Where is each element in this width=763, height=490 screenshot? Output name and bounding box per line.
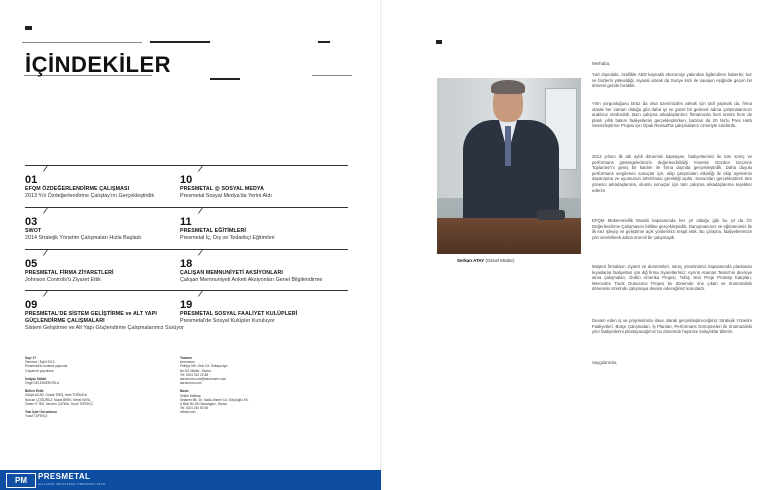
presmetal-logo-icon: PM [6, 473, 36, 488]
entry-subtitle: Johnson Controls'ü Ziyaret Ettik [25, 277, 101, 283]
imprint-line: vektör.com [180, 410, 196, 415]
entry-page-number: 11 [180, 216, 192, 228]
imprint-line: No:9/1 Nilüfer - Bursa [180, 368, 211, 373]
entry-subtitle: 2014 Stratejik Yönetim Çalışmaları Hızla Başladı [25, 235, 142, 241]
imprint-line: Fethiye Mh. Gezi Cd. Özkaya Apt. [180, 364, 229, 369]
caption-role: (Genel Müdür) [485, 258, 515, 263]
dash-mark [318, 41, 330, 43]
entry-heading: EFQM ÖZDEĞERLENDİRME ÇALIŞMASI [25, 186, 130, 192]
toc-entry[interactable] [25, 165, 185, 200]
letter-paragraph: Yılın yorgunluğunu biraz da olsa üzerimizden atmak için tatil yapmak da, firma olarak her zaman olduğu gibi daha iyi ve güzel bir gelecek adına çalışmalarımızı aralıksız sürdürdük. Bazı çalışma arkadaşlarımız firmamızda hem üretim hem de planlı yıllık bakım faaliyetlerini gerçekleştirirken, bazıları da 20 No'lu Pres Hattı Sessizleştirme Projesi için Opak Renault'ta çalışmalarını özveriyle sürdürdü. [592, 101, 752, 129]
imprint-line: 3 ayda bir yayınlanır. [25, 368, 55, 373]
entry-divider [25, 207, 193, 214]
corner-mark [25, 26, 32, 30]
toc-entry[interactable] [180, 165, 340, 200]
brand-tagline: ALLIANCE INDUSTRIAL PRESSING TECH [38, 482, 106, 486]
photo-hair [491, 80, 525, 94]
toc-entry[interactable] [180, 249, 340, 284]
imprint-line: aeromorm.com [180, 381, 202, 386]
imprint-label: Yazı İşleri Sorumlusu [25, 410, 58, 415]
entry-divider [25, 165, 193, 172]
entry-heading: PRESMETAL EĞİTİMLERİ [180, 228, 246, 234]
dash-mark [22, 42, 142, 43]
entry-divider [180, 165, 348, 172]
imprint-block [25, 377, 165, 385]
entry-subtitle: Çalışan Memnuniyeti Anketi Aksiyonları Genel Bilgilendirme [180, 277, 323, 283]
letter-paragraph: EFQM Mükemmellik Modeli kapsamında her yıl olduğu gibi bu yıl da Öz Değerlendirme Çalışmasını birlikte gerçekleştirdik. Danışmanımız ve eğitmenimiz ile ilk kez işleyişi ve geliştirme açık yönlerimizi tespit ettik. Bu çalışma, faaliyetlerimize yön verebilmek adına önemli bir çalışmaydı. [592, 218, 752, 240]
entry-subtitle: Presmetal İç, Dış ve Tedarikçi Eğitimleri [180, 235, 275, 241]
toc-entry[interactable] [180, 207, 340, 242]
imprint-left [25, 356, 165, 418]
entry-heading: PRESMETAL SOSYAL FAALİYET KULÜPLERİ [180, 311, 298, 317]
imprint-line: Tel: 0224 251 50 58 [180, 406, 209, 411]
imprint-line: Presmetal'in ücretsiz yayınıdır. [25, 364, 69, 369]
dash-mark [210, 78, 240, 80]
letter-paragraph: Devam eden iş ve projelerimize ilave olarak gerçekleştireceğimiz Stratejik Yönetim Faaliyetleri, Bütçe Çalışmaları, İş Planları, Performans Görüşmeleri ile önümüzdeki yılın faaliyetlerini planlayacağımız bu dönemde hepinize kolaylıklar dilerim. [592, 318, 752, 335]
toc-entry[interactable] [25, 249, 185, 284]
letter-paragraph: Müşteri firmaların ziyaret ve denetimleri, süreç yönetimimiz kapsamında planlanan kıyaslama faaliyetleri için diğ firma ziyaretlerimiz; Ayrıntı Ataman Tesisi'nin devreye alma çalışmaları, Doblo Amerika Projesi, Tofaş Yeni Proje Prototip Kalıpları, Mercedes Truck Outsource Projesi bu dönemde öne çıkan ve önümüzdeki dönemde üzerinde çalışmaya devam edeceğimiz konulardı. [592, 264, 752, 292]
photo-desk [437, 218, 581, 254]
entry-subtitle: Presmetal'de Sosyal Kulüpler Kuruluyor [180, 318, 275, 324]
entry-heading: ÇALIŞAN MEMNUNİYETİ AKSİYONLARI [180, 270, 283, 276]
caption-name: Serkan ATAY [457, 258, 485, 263]
imprint-block [25, 410, 165, 418]
letter-paragraph: 2013 yılının ilk altı aylık dönemini kapsayan, faaliyetlerimiz ile tüm süreç ve performans göstergelerimizin değerlendirildiği Yönetim Gözden Geçirme Toplantısı'nı geniş bir katılım ile firma dışında gerçekleştirdik. Daha duyulu performans sergilenen sonuçlar için, ekip çalışmaları etkinliği ile ekip üyelerinin dayanışma ve uyumunun arttırılması gerektiği açıktı. Sunumları gerçekleştiren tüm yönetici arkadaşlarıma, olumlu sonuçlar için tüm çalışma arkadaşlarıma teşekkür ederim. [592, 154, 752, 193]
entry-divider [180, 290, 348, 297]
letter-paragraph: Yurt dışındaki, özellikle ABD kaynaklı ekonomiyi yakından ilgilendiren haberler, kur ve faizlerin yükseldiği, siyasal olarak da Suriye krizi ile savaşın eşiğinde geçen bir dönemi geride bıraktık. [592, 72, 752, 89]
imprint-line: A Blok No:26 Osmangazi - Bursa [180, 402, 227, 407]
imprint-right [180, 356, 320, 415]
entry-heading: SWOT [25, 228, 42, 234]
photo-phone [537, 210, 565, 220]
entry-heading: PRESMETAL'DE SİSTEM GELİŞTİRME ve ALT YAPI GÜÇLENDİRME ÇALIŞMALARI [25, 311, 157, 324]
entry-subtitle: Sistem Geliştirme ve Alt Yapı Güçlendirme Çalışmalarımız Sürüyor [25, 325, 184, 331]
entry-divider [180, 207, 348, 214]
entry-subtitle: Presmetal Sosyal Medya'da Yerini Aldı [180, 193, 272, 199]
imprint-line: Yusuf TÜFEKÇİ [25, 414, 48, 419]
brand-name: PRESMETAL [38, 472, 91, 481]
imprint-line: Aeromorm [180, 360, 195, 365]
dash-mark [312, 75, 352, 76]
entry-subtitle: 2013 Yılı Özdeğerlendirme Çalıştay'ını Gerçekleştirdik [25, 193, 155, 199]
entry-page-number: 09 [25, 299, 38, 311]
corner-mark [436, 40, 442, 44]
entry-divider [25, 290, 193, 297]
letter-closing: Saygılarımla, [592, 360, 618, 365]
imprint-block [180, 389, 320, 414]
photo-caption [457, 258, 515, 263]
entry-page-number: 18 [180, 258, 193, 270]
imprint-label: Tasarım [180, 356, 192, 360]
entry-page-number: 01 [25, 174, 38, 186]
imprint-line: Özge DELİOMEROĞLU [25, 381, 60, 386]
imprint-block [25, 389, 165, 406]
toc-entry[interactable] [25, 207, 185, 242]
entry-divider [25, 249, 193, 256]
entry-divider [180, 249, 348, 256]
photo-tie [505, 126, 511, 166]
entry-page-number: 10 [180, 174, 193, 186]
entry-page-number: 05 [25, 258, 38, 270]
toc-title: İÇİNDEKİLER [25, 52, 172, 77]
imprint-line: Özlem K.TEK, Nevzen ÇATMA, Yusuf TÜFEKÇİ [25, 401, 93, 406]
entry-heading: PRESMETAL FİRMA ZİYARETLERİ [25, 270, 114, 276]
imprint-line: Temmuz / Eylül 2013 [25, 360, 55, 365]
imprint-label: Sayı 17 [25, 356, 36, 360]
imprint-line: Nurcan ÇÖĞÜRÜZ, Murat BİRKİ, Meral KAYA, [25, 397, 91, 402]
imprint-line: aeromorm.com@aeromorm.com [180, 377, 227, 382]
imprint-label: Bülten Ekibi [25, 389, 44, 394]
toc-entry[interactable] [180, 290, 340, 325]
imprint-label: Baskı [180, 389, 189, 394]
toc-entry[interactable] [25, 290, 185, 332]
entry-page-number: 19 [180, 299, 193, 311]
imprint-line: Tel: 0224 242 22 88 [180, 372, 209, 377]
imprint-line: Gökçe ACAR, Gözde ERİŞ, Hale TÜRKAYA [25, 393, 87, 398]
letter-greeting: Merhaba, [592, 61, 611, 66]
portrait-photo [437, 78, 581, 254]
entry-page-number: 03 [25, 216, 38, 228]
imprint-block [25, 356, 165, 373]
imprint-block [180, 356, 320, 385]
imprint-line: Vektör Matbaa [180, 393, 201, 398]
imprint-line: Selamet Mh. Dr. Sadık Ahmet Cd. Sütçüoğlu SK. [180, 397, 249, 402]
entry-heading: PRESMETAL @ SOSYAL MEDYA [180, 186, 264, 192]
imprint-label: İmtiyaz Sahibi [25, 376, 47, 381]
dash-mark [150, 41, 210, 43]
